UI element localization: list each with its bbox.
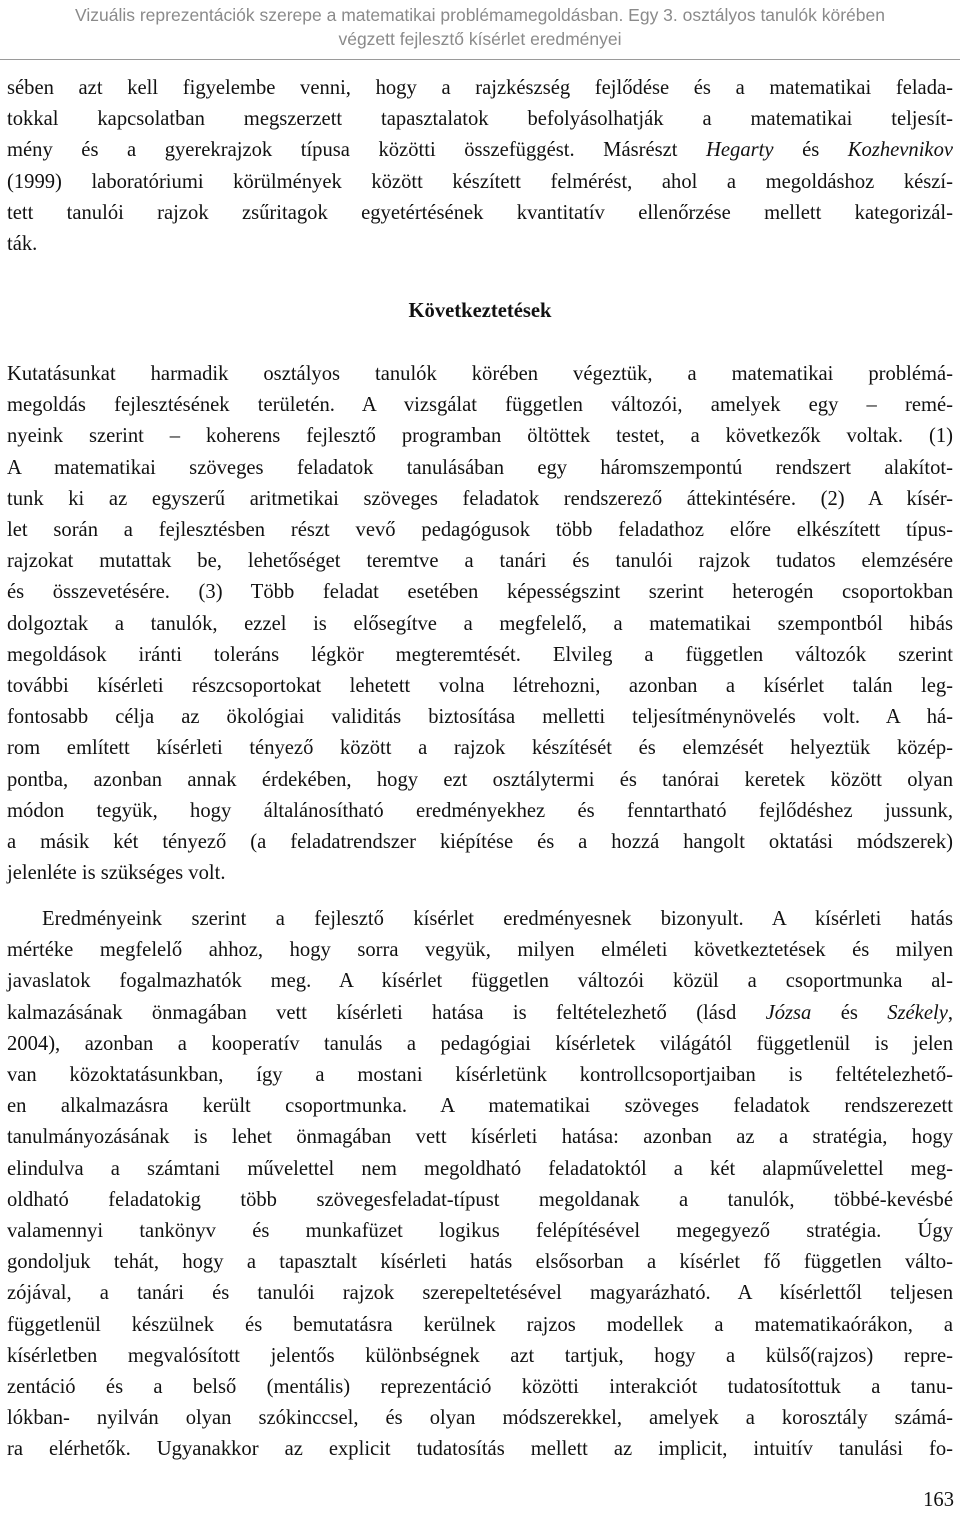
page-number: 163 bbox=[923, 1489, 954, 1511]
text-run: , bbox=[947, 1001, 953, 1024]
text-line: rom említett kísérleti tényező között a rajzok készítését és elemzését helyeztük közép- bbox=[7, 737, 953, 760]
running-head bbox=[0, 3, 960, 51]
text-line: let során a fejlesztésben részt vevő pedagógusok több feladathoz előre elkészített típus- bbox=[7, 519, 953, 542]
text-line: dolgoztak a tanulók, ezzel is elősegítve a megfelelő, a matematikai szempontból hibás bbox=[7, 612, 953, 635]
text-line bbox=[7, 135, 953, 166]
text-line: valamennyi tankönyv és munkafüzet logikus felépítésével megegyező stratégia. Úgy bbox=[7, 1220, 953, 1243]
text-line: kísérletben megvalósított jelentős különbségnek azt tartjuk, hogy a külső(rajzos) repre- bbox=[7, 1344, 953, 1367]
text-line: tokkal kapcsolatban megszerzett tapasztalatok befolyásolhatják a matematikai teljesít- bbox=[7, 108, 953, 131]
text-line: oldható feladatokig több szövegesfeladat-típust megoldanak a tanulók, többé-kevésbé bbox=[7, 1188, 953, 1211]
text-line: tanulmányozásának is lehet önmagában vett kísérleti hatása: azonban az a stratégia, hogy bbox=[7, 1126, 953, 1149]
text-run: és bbox=[811, 1001, 888, 1024]
text-line: megoldások iránti toleráns légkör megteremtését. Elvileg a független változók szerint bbox=[7, 643, 953, 666]
text-line: ra elérhetők. Ugyanakkor az explicit tudatosítás mellett az implicit, intuitív tanulási fo- bbox=[7, 1438, 953, 1461]
text-line: gondoljuk tehát, hogy a tapasztalt kísérleti hatás elsősorban a kísérlet fő független válto- bbox=[7, 1251, 953, 1274]
text-line: tett tanulói rajzok zsűritagok egyetértésének kvantitatív ellenőrzése mellett kategorizál- bbox=[7, 201, 953, 224]
running-head-line: Vizuális reprezentációk szerepe a matematikai problémamegoldásban. Egy 3. osztályos tanulók körében bbox=[75, 5, 885, 25]
section-heading: Következtetések bbox=[408, 300, 552, 322]
text-line: A matematikai szöveges feladatok tanulásában egy háromszempontú rendszert alakítot- bbox=[7, 456, 953, 479]
text-line: tunk ki az egyszerű aritmetikai szöveges feladatok rendszerező áttekintésére. (2) A kísér- bbox=[7, 487, 953, 510]
text-line: mértéke megfelelő ahhoz, hogy sorra vegyük, milyen elméleti következtetések és milyen bbox=[7, 939, 953, 962]
author-name-szekely: Székely bbox=[887, 1001, 948, 1024]
text-line: rajzokat mutattak be, lehetőséget teremtve a tanári és tanulói rajzok tudatos elemzésére bbox=[7, 550, 953, 573]
text-run: és bbox=[773, 139, 848, 162]
author-name-hegarty: Hegarty bbox=[706, 139, 774, 162]
text-line: 2004), azonban a kooperatív tanulás a pedagógiai kísérletek világától függetlenül is jelen bbox=[7, 1032, 953, 1055]
text-line: elindulva a számtani művelettel nem megoldható feladatoktól a két alapművelettel meg- bbox=[7, 1157, 953, 1180]
text-line: sében azt kell figyelembe venni, hogy a rajzkészség fejlődése és a matematikai felada- bbox=[7, 77, 953, 99]
text-run: mény és a gyerekrajzok típusa közötti összefüggést. Másrészt bbox=[7, 139, 707, 162]
paragraph-conclusions bbox=[7, 359, 953, 889]
author-name-kozhevnikov: Kozhevnikov bbox=[847, 139, 954, 162]
text-line: nyeink szerint – koherens fejlesztő programban öltöttek testet, a következők voltak. (1) bbox=[7, 425, 953, 448]
text-line: jelenléte is szükséges volt. bbox=[7, 862, 226, 885]
text-line: Kutatásunkat harmadik osztályos tanulók körében végeztük, a matematikai problémá- bbox=[7, 363, 953, 385]
text-line: függetlenül készülnek és bemutatásra kerülnek rajzos modellek a matematikaórákon, a bbox=[7, 1313, 953, 1336]
text-line: javaslatok fogalmazhatók meg. A kísérlet független változói közül a csoportmunka al- bbox=[7, 970, 953, 993]
text-line: (1999) laboratóriumi körülmények között készített felmérést, ahol a megoldáshoz készí- bbox=[7, 170, 953, 193]
text-line: en alkalmazásra került csoportmunka. A matematikai szöveges feladatok rendszerezett bbox=[7, 1095, 953, 1118]
text-line: zentáció és a belső (mentális) reprezentáció közötti interakciót tudatosítottuk a tanu- bbox=[7, 1376, 953, 1399]
text-line: zójával, a tanári és tanulói rajzok szerepeltetésével magyarázható. A kísérlettől teljesen bbox=[7, 1282, 953, 1305]
text-line: megoldás fejlesztésének területén. A vizsgálat független változói, amelyek egy – remé- bbox=[7, 394, 953, 417]
text-line bbox=[7, 998, 953, 1029]
text-line: lókban- nyilván olyan szókinccsel, és olyan módszerekkel, amelyek a korosztály számá- bbox=[7, 1407, 953, 1430]
text-line: van közoktatásunkban, így a mostani kísérletünk kontrollcsoportjaiban is feltételezhető- bbox=[7, 1064, 953, 1087]
text-line: Eredményeink szerint a fejlesztő kísérlet eredményesnek bizonyult. A kísérleti hatás bbox=[42, 908, 953, 930]
author-name-jozsa: Józsa bbox=[765, 1001, 812, 1024]
text-line: a másik két tényező (a feladatrendszer kiépítése és a hozzá hangolt oktatási módszerek) bbox=[7, 831, 953, 854]
text-line: pontba, azonban annak érdekében, hogy ezt osztálytermi és tanórai keretek között olyan bbox=[7, 768, 953, 791]
text-line: módon tegyük, hogy általánosítható eredményekhez és fenntartható fejlődéshez jussunk, bbox=[7, 799, 953, 822]
paragraph-continued bbox=[7, 73, 953, 260]
header-divider bbox=[0, 59, 960, 60]
running-head-line: végzett fejlesztő kísérlet eredményei bbox=[338, 29, 622, 49]
paragraph-results bbox=[7, 904, 953, 1466]
text-line: fontosabb célja az ökológiai validitás biztosítása melletti teljesítménynövelés volt. A há- bbox=[7, 706, 953, 729]
text-line: további kísérleti részcsoportokat lehetett volna létrehozni, azonban a kísérlet talán leg- bbox=[7, 675, 953, 698]
text-line: és összevetésére. (3) Több feladat esetében képességszint szerint heterogén csoportokban bbox=[7, 581, 953, 604]
text-run: kalmazásának önmagában vett kísérleti hatása is feltételezhető (lásd bbox=[7, 1001, 766, 1024]
text-line: ták. bbox=[7, 233, 38, 256]
